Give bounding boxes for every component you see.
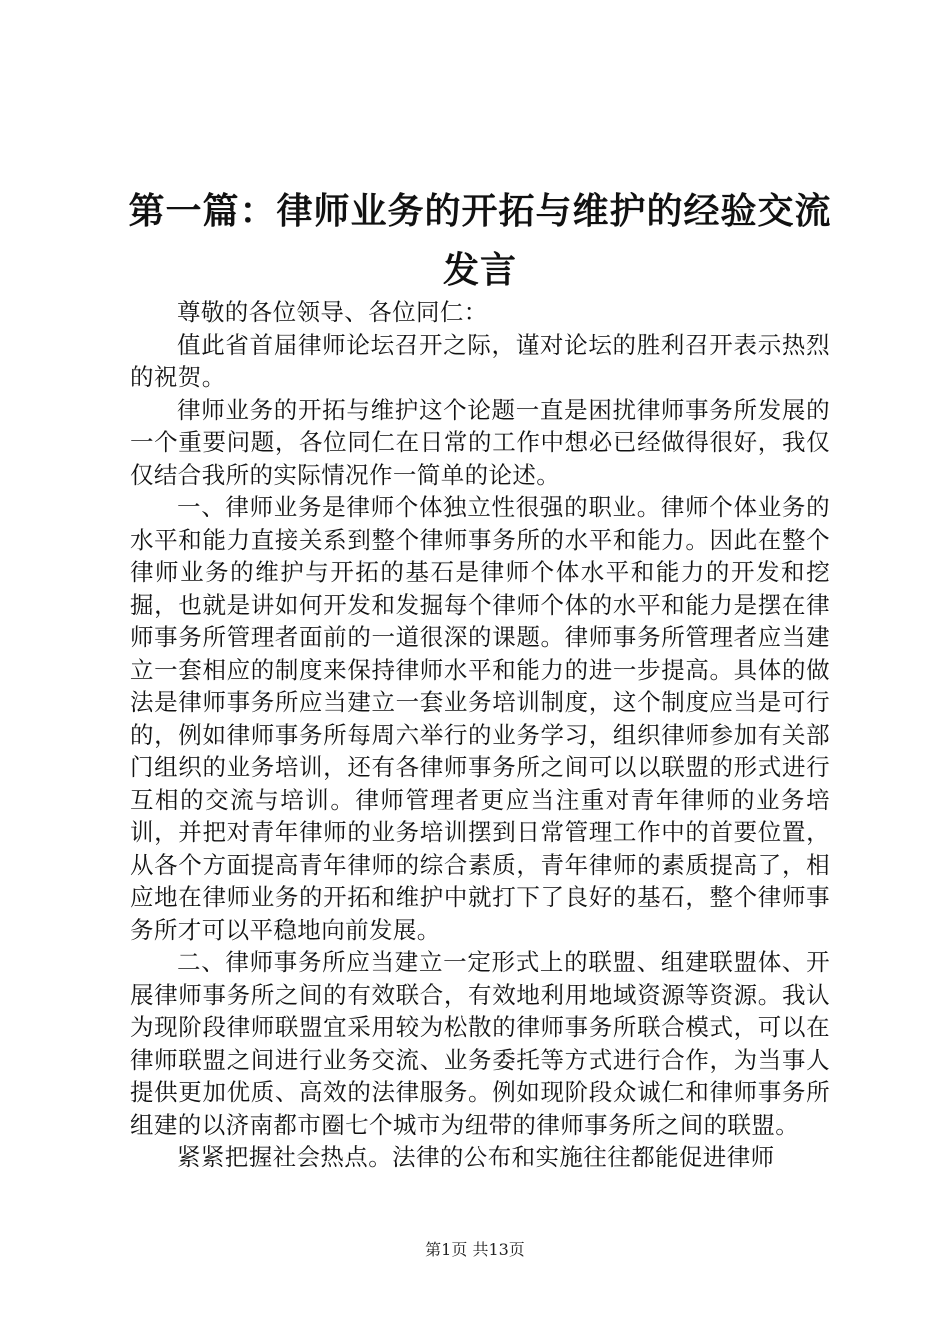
body-paragraph: 值此省首届律师论坛召开之际，谨对论坛的胜利召开表示热烈的祝贺。 [130, 330, 830, 391]
document-title: 第一篇：律师业务的开拓与维护的经验交流发言 [128, 191, 832, 291]
body-paragraph: 律师业务的开拓与维护这个论题一直是困扰律师事务所发展的一个重要问题，各位同仁在日常的工作中想必已经做得很好，我仅仅结合我所的实际情况作一简单的论述。 [130, 395, 830, 489]
page-number-footer: 第1页 共13页 [425, 1240, 525, 1259]
document-body [130, 296, 830, 1174]
salutation-paragraph: 尊敬的各位领导、各位同仁： [177, 298, 488, 326]
body-paragraph: 一、律师业务是律师个体独立性很强的职业。律师个体业务的水平和能力直接关系到整个律师事务所的水平和能力。因此在整个律师业务的维护与开拓的基石是律师个体水平和能力的开发和挖掘，也就是讲如何开发和发掘每个律师个体的水平和能力是摆在律师事务所管理者面前的一道很深的课题。律师事务所管理者应当建立一套相应的制度来保持律师水平和能力的进一步提高。具体的做法是律师事务所应当建立一套业务培训制度，这个制度应当是可行的，例如律师事务所每周六举行的业务学习，组织律师参加有关部门组织的业务培训，还有各律师事务所之间可以以联盟的形式进行互相的交流与培训。律师管理者更应当注重对青年律师的业务培训，并把对青年律师的业务培训摆到日常管理工作中的首要位置，从各个方面提高青年律师的综合素质，青年律师的素质提高了，相应地在律师业务的开拓和维护中就打下了良好的基石，整个律师事务所才可以平稳地向前发展。 [130, 493, 830, 944]
body-paragraph: 紧紧把握社会热点。法律的公布和实施往往都能促进律师 [177, 1143, 775, 1171]
body-paragraph: 二、律师事务所应当建立一定形式上的联盟、组建联盟体、开展律师事务所之间的有效联合，有效地利用地域资源等资源。我认为现阶段律师联盟宜采用较为松散的律师事务所联合模式，可以在律师联盟之间进行业务交流、业务委托等方式进行合作，为当事人提供更加优质、高效的法律服务。例如现阶段众诚仁和律师事务所组建的以济南都市圈七个城市为纽带的律师事务所之间的联盟。 [130, 948, 830, 1139]
